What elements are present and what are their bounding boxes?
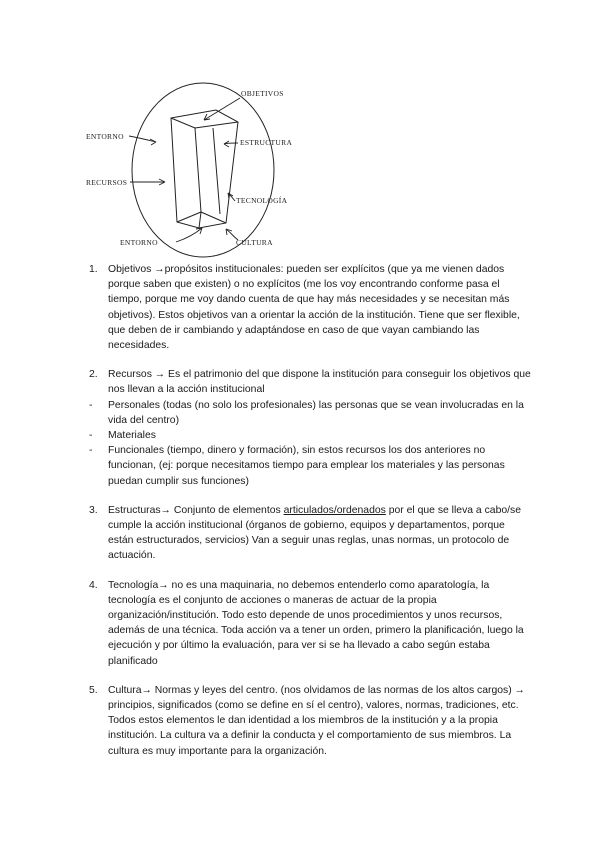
sub-item-text: Materiales [108, 430, 156, 442]
sub-item-text: Personales (todas (no solo los profesionales) las personas que se vean involucradas en la vida del centro) [108, 399, 524, 426]
item-text-start: Estructuras→ Conjunto de elementos [108, 504, 284, 516]
item-number: 2. [89, 369, 98, 381]
item-number: 3. [89, 504, 98, 516]
sub-item-dash: - [89, 445, 93, 457]
label-entorno-bottom: ENTORNO [120, 238, 158, 247]
label-entorno-top: ENTORNO [86, 132, 124, 141]
label-recursos: RECURSOS [86, 178, 128, 187]
list-item-objetivos [91, 262, 531, 353]
list-item-tecnologia [91, 578, 531, 669]
environment-ellipse [132, 83, 274, 257]
item-text: Recursos → Es el patrimonio del que dispone la institución para conseguir los objetivos que nos llevan a la acción institucional [108, 369, 531, 396]
label-cultura: CULTURA [236, 238, 273, 247]
item-text [108, 503, 531, 564]
prism-shape [171, 110, 238, 228]
item-text: Objetivos →propósitos institucionales: pueden ser explícitos (que ya me vienen dados porque saben que existen) o no explícitos (me los voy encontrando conforme pasa el tiempo, porque me voy dando cuenta de que hay más necesidades y se necesitan más objetivos). Estos objetivos van a orientar la acción de la institución. Tiene que ser flexible, que deben de ir cambiando y adaptándose en caso de que vayan cambiando las necesidades. [108, 264, 520, 352]
item-text: Cultura→ Normas y leyes del centro. (nos olvidamos de las normas de los altos cargos) → principios, significados (como se define en sí el centro), valores, normas, tradiciones, etc. Todos estos elementos le dan identidad a los miembros de la institución y a la propia institución. La cultura va a definir la conducta y el comportamiento de sus miembros. La cultura es muy importante para la organización. [108, 684, 525, 757]
sub-item-dash: - [89, 430, 93, 442]
label-estructura: ESTRUCTURA [240, 138, 293, 147]
list-item-estructuras [91, 503, 531, 564]
sub-item-text: Funcionales (tiempo, dinero y formación), sin estos recursos los dos anteriores no funcionan, (ej: porque necesitamos tiempo para emplear los materiales y las personas puedan cumplir sus funciones) [108, 445, 505, 487]
item-number: 5. [89, 684, 98, 696]
item-text-end: por el que se lleva a cabo/se cumple la acción institucional (órganos de gobierno, equipos y departamentos, porque están estructurados, servicios) Van a seguir unas reglas, unas normas, un protocolo de actuación. [108, 504, 521, 562]
sub-item-materiales [91, 428, 531, 443]
item-number: 4. [89, 579, 98, 591]
diagram-arrows [129, 98, 240, 242]
list-item-recursos [91, 367, 531, 489]
sub-item-funcionales [91, 443, 531, 489]
list-item-cultura [91, 683, 531, 759]
sub-item-dash: - [89, 399, 93, 411]
item-number: 1. [89, 264, 98, 275]
numbered-list [91, 262, 531, 773]
item-text-underlined: articulados/ordenados [283, 504, 386, 516]
label-objetivos: OBJETIVOS [241, 89, 284, 98]
institution-diagram [0, 0, 600, 260]
sub-item-personales [91, 398, 531, 428]
label-tecnologia: TECNOLOGÍA [236, 196, 288, 205]
item-text: Tecnología→ no es una maquinaria, no debemos entenderlo como aparatología, la tecnología es el conjunto de acciones o maneras de actuar de la propia organización/institución. Todo esto depende de unos procedimientos y unos recursos, además de una técnica. Toda acción va a tener un orden, primero la planificación, luego la ejecución y por último la evaluación, para ver si se ha llevado a cabo según estaba planificado [108, 579, 524, 667]
